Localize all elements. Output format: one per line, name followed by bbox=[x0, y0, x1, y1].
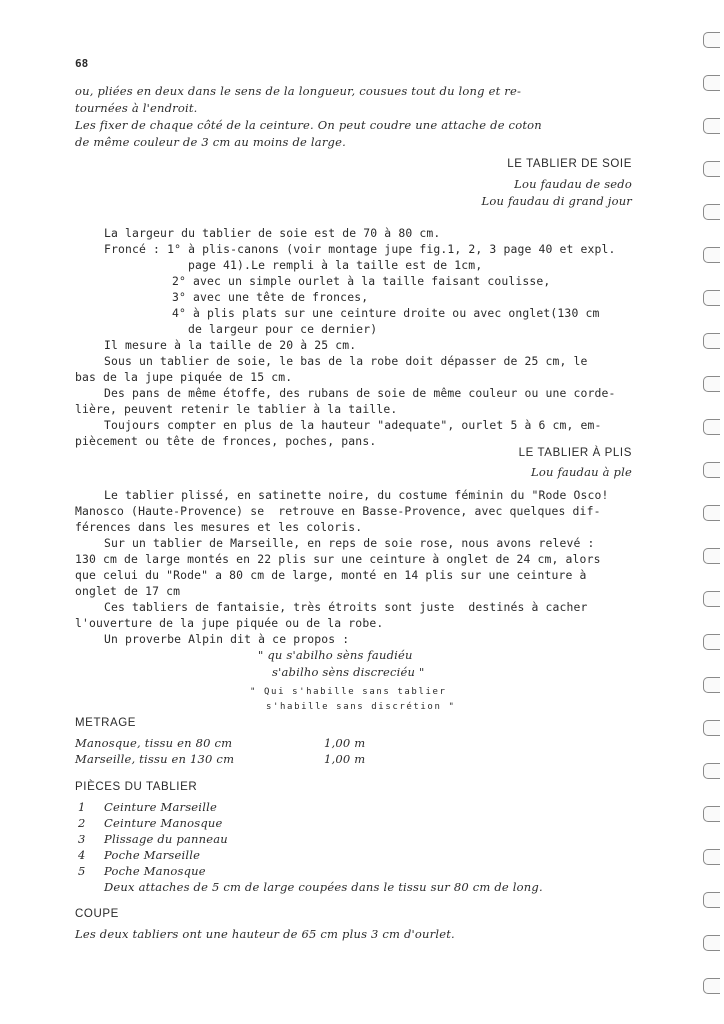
section-title-plis: LE TABLIER À PLIS bbox=[518, 447, 632, 459]
pieces-note: Deux attaches de 5 cm de large coupées dans le tissu sur 80 cm de long. bbox=[104, 880, 543, 894]
binding-ring bbox=[703, 75, 720, 91]
piece-label: Poche Manosque bbox=[104, 864, 206, 878]
piece-label: Ceinture Manosque bbox=[104, 816, 223, 830]
body-line: lière, peuvent retenir le tablier à la taille. bbox=[75, 402, 398, 416]
piece-label: Ceinture Marseille bbox=[104, 800, 217, 814]
body-line: férences dans les mesures et les coloris. bbox=[75, 520, 363, 534]
body-line: Froncé : 1° à plis-canons (voir montage jupe fig.1, 2, 3 page 40 et expl. bbox=[104, 242, 616, 256]
body-line: Sous un tablier de soie, le bas de la robe doit dépasser de 25 cm, le bbox=[104, 354, 588, 368]
proverb-provencal-line: s'abilho sèns discreciéu " bbox=[272, 665, 425, 679]
binding-ring bbox=[703, 849, 720, 865]
piece-label: Plissage du panneau bbox=[104, 832, 228, 846]
binding-ring bbox=[703, 548, 720, 564]
section-subtitle: Lou faudau de sedo bbox=[514, 177, 632, 191]
body-line: bas de la jupe piquée de 15 cm. bbox=[75, 370, 293, 384]
body-line: page 41).Le rempli à la taille est de 1cm, bbox=[188, 258, 483, 272]
binding-ring bbox=[703, 376, 720, 392]
section-title-soie: LE TABLIER DE SOIE bbox=[507, 158, 632, 170]
binding-ring bbox=[703, 32, 720, 48]
body-line: 2° avec un simple ourlet à la taille faisant coulisse, bbox=[172, 274, 551, 288]
binding-ring bbox=[703, 720, 720, 736]
metrage-value: 1,00 m bbox=[324, 736, 366, 750]
binding-ring bbox=[703, 935, 720, 951]
binding-ring bbox=[703, 161, 720, 177]
binding-ring bbox=[703, 978, 720, 994]
binding-ring bbox=[703, 763, 720, 779]
piece-label: Poche Marseille bbox=[104, 848, 201, 862]
binding-ring bbox=[703, 677, 720, 693]
binding-ring bbox=[703, 462, 720, 478]
intro-line: de même couleur de 3 cm au moins de large. bbox=[75, 135, 346, 149]
section-title-coupe: COUPE bbox=[75, 908, 119, 920]
body-line: Ces tabliers de fantaisie, très étroits sont juste destinés à cacher bbox=[104, 600, 588, 614]
metrage-label: Manosque, tissu en 80 cm bbox=[75, 736, 233, 750]
binding-ring bbox=[703, 118, 720, 134]
body-line: Un proverbe Alpin dit à ce propos : bbox=[104, 632, 350, 646]
binding-ring bbox=[703, 505, 720, 521]
body-line: que celui du "Rode" a 80 cm de large, monté en 14 plis sur une ceinture à bbox=[75, 568, 587, 582]
body-line: onglet de 17 cm bbox=[75, 584, 181, 598]
piece-number: 5 bbox=[78, 864, 86, 878]
body-line: l'ouverture de la jupe piquée ou de la robe. bbox=[75, 616, 384, 630]
body-line: 130 cm de large montés en 22 plis sur une ceinture à onglet de 24 cm, alors bbox=[75, 552, 601, 566]
binding-ring bbox=[703, 290, 720, 306]
body-line: Toujours compter en plus de la hauteur "adequate", ourlet 5 à 6 cm, em- bbox=[104, 418, 602, 432]
section-title-metrage: METRAGE bbox=[75, 717, 137, 729]
intro-line: tournées à l'endroit. bbox=[75, 101, 198, 115]
body-line: piècement ou tête de fronces, poches, pans. bbox=[75, 434, 377, 448]
proverb-french-line: " Qui s'habille sans tablier bbox=[250, 687, 447, 697]
body-line: de largeur pour ce dernier) bbox=[188, 322, 378, 336]
body-line: Il mesure à la taille de 20 à 25 cm. bbox=[104, 338, 357, 352]
piece-number: 4 bbox=[78, 848, 86, 862]
section-subtitle: Lou faudau di grand jour bbox=[481, 194, 632, 208]
binding-ring bbox=[703, 634, 720, 650]
body-line: Des pans de même étoffe, des rubans de soie de même couleur ou une corde- bbox=[104, 386, 616, 400]
body-line: 3° avec une tête de fronces, bbox=[172, 290, 369, 304]
body-line: Le tablier plissé, en satinette noire, du costume féminin du "Rode Osco! bbox=[104, 488, 609, 502]
binding-ring bbox=[703, 806, 720, 822]
page-number: 68 bbox=[75, 57, 89, 70]
binding-ring bbox=[703, 591, 720, 607]
spiral-binding bbox=[698, 20, 724, 1010]
piece-number: 2 bbox=[78, 816, 86, 830]
binding-ring bbox=[703, 419, 720, 435]
binding-ring bbox=[703, 892, 720, 908]
section-subtitle: Lou faudau à ple bbox=[531, 465, 632, 479]
piece-number: 1 bbox=[78, 800, 86, 814]
coupe-text: Les deux tabliers ont une hauteur de 65 cm plus 3 cm d'ourlet. bbox=[75, 927, 455, 941]
body-line: Manosco (Haute-Provence) se retrouve en Basse-Provence, avec quelques dif- bbox=[75, 504, 601, 518]
intro-line: ou, pliées en deux dans le sens de la longueur, cousues tout du long et re- bbox=[75, 84, 522, 98]
binding-ring bbox=[703, 204, 720, 220]
intro-line: Les fixer de chaque côté de la ceinture. On peut coudre une attache de coton bbox=[75, 118, 542, 132]
metrage-label: Marseille, tissu en 130 cm bbox=[75, 752, 235, 766]
binding-ring bbox=[703, 247, 720, 263]
binding-ring bbox=[703, 333, 720, 349]
proverb-provencal-line: " qu s'abilho sèns faudiéu bbox=[258, 648, 413, 662]
body-line: Sur un tablier de Marseille, en reps de soie rose, nous avons relevé : bbox=[104, 536, 595, 550]
piece-number: 3 bbox=[78, 832, 86, 846]
metrage-value: 1,00 m bbox=[324, 752, 366, 766]
body-line: 4° à plis plats sur une ceinture droite ou avec onglet(130 cm bbox=[172, 306, 600, 320]
body-line: La largeur du tablier de soie est de 70 à 80 cm. bbox=[104, 226, 441, 240]
proverb-french-line: s'habille sans discrétion " bbox=[266, 702, 456, 712]
section-title-pieces: PIÈCES DU TABLIER bbox=[75, 781, 198, 793]
